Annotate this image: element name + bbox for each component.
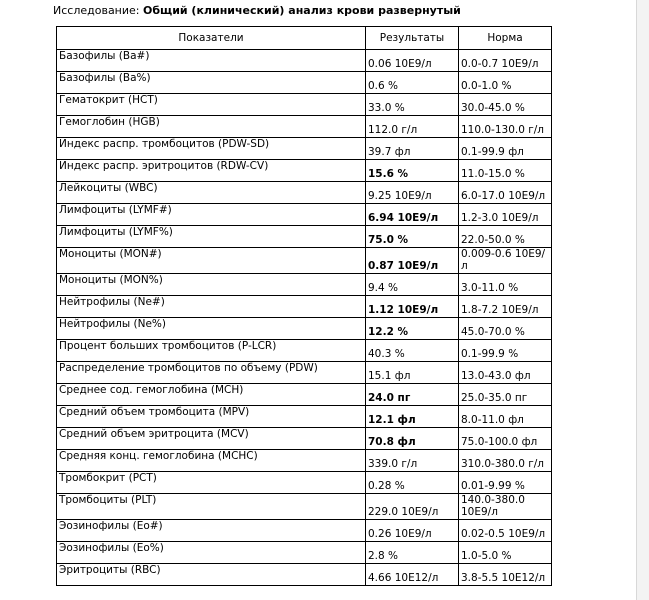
norm-range: 0.01-9.99 % [459,472,552,494]
parameter-name: Процент больших тромбоцитов (P-LCR) [57,340,366,362]
result-value: 0.6 % [366,72,459,94]
result-value: 12.2 % [366,318,459,340]
parameter-name: Лейкоциты (WBC) [57,182,366,204]
study-name: Общий (клинический) анализ крови развернутый [143,4,461,17]
result-value: 0.87 10E9/л [366,248,459,274]
table-row [57,182,552,204]
table-row [57,50,552,72]
norm-range: 310.0-380.0 г/л [459,450,552,472]
parameter-name: Эозинофилы (Eo#) [57,520,366,542]
parameter-name: Базофилы (Ba#) [57,50,366,72]
table-row [57,94,552,116]
parameter-name: Нейтрофилы (Ne%) [57,318,366,340]
norm-range: 1.0-5.0 % [459,542,552,564]
norm-range: 0.1-99.9 фл [459,138,552,160]
result-value: 15.6 % [366,160,459,182]
result-value: 112.0 г/л [366,116,459,138]
norm-range: 3.8-5.5 10E12/л [459,564,552,586]
norm-range: 25.0-35.0 пг [459,384,552,406]
study-title [53,4,461,17]
parameter-name: Гемоглобин (HGB) [57,116,366,138]
parameter-name: Распределение тромбоцитов по объему (PDW) [57,362,366,384]
parameter-name: Тромбокрит (PCT) [57,472,366,494]
result-value: 0.26 10E9/л [366,520,459,542]
table-row [57,472,552,494]
result-value: 6.94 10E9/л [366,204,459,226]
result-value: 40.3 % [366,340,459,362]
parameter-name: Моноциты (MON%) [57,274,366,296]
table-row [57,564,552,586]
study-label: Исследование: [53,4,140,17]
parameter-name: Моноциты (MON#) [57,248,366,274]
table-row [57,494,552,520]
table-row [57,384,552,406]
header-norm: Норма [459,27,552,50]
norm-range: 0.009-0.6 10E9/л [459,248,552,274]
table-row [57,520,552,542]
table-row [57,226,552,248]
parameter-name: Базофилы (Ba%) [57,72,366,94]
norm-range: 75.0-100.0 фл [459,428,552,450]
norm-range: 110.0-130.0 г/л [459,116,552,138]
parameter-name: Индекс распр. эритроцитов (RDW-CV) [57,160,366,182]
table-row [57,138,552,160]
table-row [57,296,552,318]
parameter-name: Индекс распр. тромбоцитов (PDW-SD) [57,138,366,160]
table-row [57,274,552,296]
results-table [56,26,552,586]
parameter-name: Гематокрит (HCT) [57,94,366,116]
norm-range: 0.1-99.9 % [459,340,552,362]
parameter-name: Эритроциты (RBC) [57,564,366,586]
parameter-name: Нейтрофилы (Ne#) [57,296,366,318]
norm-range: 0.0-0.7 10E9/л [459,50,552,72]
result-value: 70.8 фл [366,428,459,450]
table-row [57,362,552,384]
result-value: 0.28 % [366,472,459,494]
result-value: 9.4 % [366,274,459,296]
table-row [57,318,552,340]
norm-range: 1.2-3.0 10E9/л [459,204,552,226]
result-value: 33.0 % [366,94,459,116]
table-row [57,248,552,274]
norm-range: 3.0-11.0 % [459,274,552,296]
table-header-row [57,27,552,50]
norm-range: 45.0-70.0 % [459,318,552,340]
table-row [57,116,552,138]
table-row [57,406,552,428]
result-value: 0.06 10E9/л [366,50,459,72]
result-value: 229.0 10E9/л [366,494,459,520]
table-row [57,160,552,182]
result-value: 39.7 фл [366,138,459,160]
parameter-name: Средняя конц. гемоглобина (MCHC) [57,450,366,472]
table-row [57,428,552,450]
parameter-name: Среднее сод. гемоглобина (MCH) [57,384,366,406]
result-value: 2.8 % [366,542,459,564]
parameter-name: Лимфоциты (LYMF%) [57,226,366,248]
result-value: 12.1 фл [366,406,459,428]
header-parameter: Показатели [57,27,366,50]
parameter-name: Средний объем эритроцита (MCV) [57,428,366,450]
parameter-name: Лимфоциты (LYMF#) [57,204,366,226]
norm-range: 6.0-17.0 10E9/л [459,182,552,204]
norm-range: 8.0-11.0 фл [459,406,552,428]
norm-range: 0.02-0.5 10E9/л [459,520,552,542]
parameter-name: Средний объем тромбоцита (MPV) [57,406,366,428]
parameter-name: Тромбоциты (PLT) [57,494,366,520]
norm-range: 13.0-43.0 фл [459,362,552,384]
result-value: 1.12 10E9/л [366,296,459,318]
table-row [57,450,552,472]
parameter-name: Эозинофилы (Eo%) [57,542,366,564]
table-row [57,72,552,94]
header-result: Результаты [366,27,459,50]
norm-range: 140.0-380.0 10E9/л [459,494,552,520]
table-row [57,204,552,226]
table-row [57,542,552,564]
result-value: 15.1 фл [366,362,459,384]
norm-range: 22.0-50.0 % [459,226,552,248]
result-value: 9.25 10E9/л [366,182,459,204]
norm-range: 11.0-15.0 % [459,160,552,182]
result-value: 339.0 г/л [366,450,459,472]
result-value: 24.0 пг [366,384,459,406]
results-table-body [57,50,552,586]
norm-range: 30.0-45.0 % [459,94,552,116]
page-edge [636,0,637,600]
norm-range: 0.0-1.0 % [459,72,552,94]
table-row [57,340,552,362]
result-value: 4.66 10E12/л [366,564,459,586]
norm-range: 1.8-7.2 10E9/л [459,296,552,318]
result-value: 75.0 % [366,226,459,248]
